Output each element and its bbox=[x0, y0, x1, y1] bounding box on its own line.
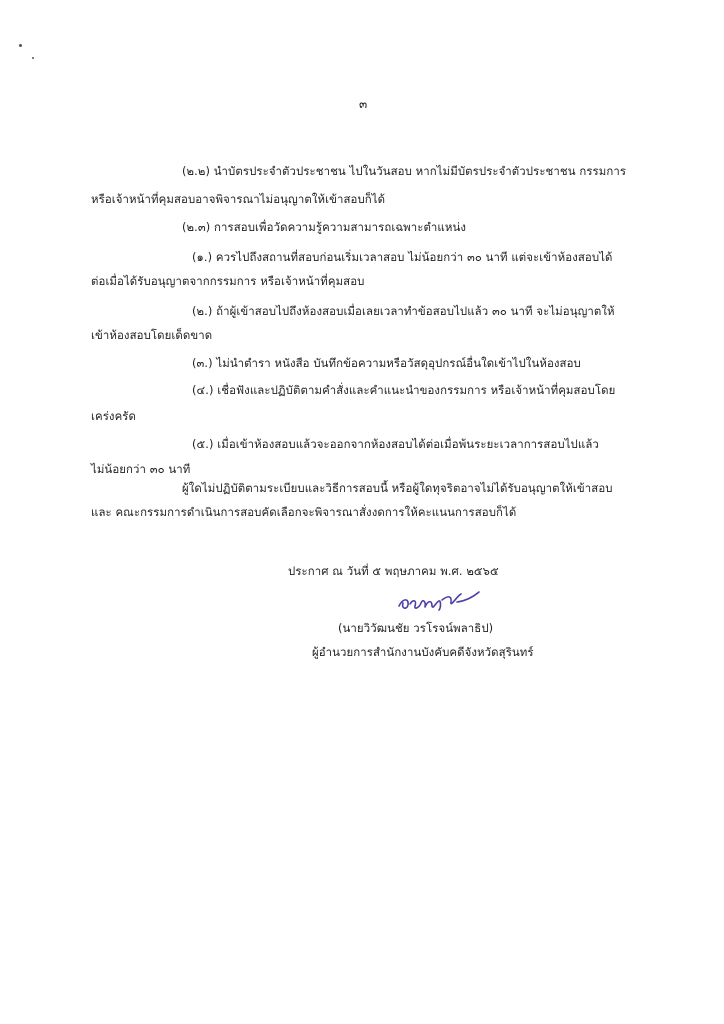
rule-5-line-1: (๕.) เมื่อเข้าห้องสอบแล้วจะออกจากห้องสอบได้ต่อเมื่อพ้นระยะเวลาการสอบไปแล้ว bbox=[192, 437, 599, 451]
signatory-position: ผู้อำนวยการสำนักงานบังคับคดีจังหวัดสุรินทร์ bbox=[312, 645, 534, 659]
rule-4-line-1: (๔.) เชื่อฟังและปฏิบัติตามคำสั่งและคำแนะนำของกรรมการ หรือเจ้าหน้าที่คุมสอบโดย bbox=[192, 383, 616, 397]
rule-2-line-1: (๒.) ถ้าผู้เข้าสอบไปถึงห้องสอบเมื่อเลยเวลาทำข้อสอบไปแล้ว ๓๐ นาที จะไม่อนุญาตให้ bbox=[192, 304, 615, 318]
penalty-line-2: และ คณะกรรมการดำเนินการสอบคัดเลือกจะพิจารณาสั่งงดการให้คะแนนการสอบก็ได้ bbox=[91, 505, 517, 519]
rule-1-line-1: (๑.) ควรไปถึงสถานที่สอบก่อนเริ่มเวลาสอบ ไม่น้อยกว่า ๓๐ นาที แต่จะเข้าห้องสอบได้ bbox=[192, 250, 613, 264]
penalty-line-1: ผู้ใดไม่ปฏิบัติตามระเบียบและวิธีการสอบนี้ หรือผู้ใดทุจริตอาจไม่ได้รับอนุญาตให้เข้าสอบ bbox=[182, 481, 613, 495]
paragraph-2-2-line-2: หรือเจ้าหน้าที่คุมสอบอาจพิจารณาไม่อนุญาตให้เข้าสอบก็ได้ bbox=[91, 192, 386, 206]
page-number: ๓ bbox=[359, 97, 368, 111]
signatory-name: (นายวิวัฒนชัย วรโรจน์พลาธิป) bbox=[338, 621, 494, 635]
rule-1-line-2: ต่อเมื่อได้รับอนุญาตจากกรรมการ หรือเจ้าหน้าที่คุมสอบ bbox=[91, 274, 365, 288]
announcement-date: ประกาศ ณ วันที่ ๕ พฤษภาคม พ.ศ. ๒๕๖๕ bbox=[288, 564, 499, 578]
rule-3-line-1: (๓.) ไม่นำตำรา หนังสือ บันทึกข้อความหรือวัสดุอุปกรณ์อื่นใดเข้าไปในห้องสอบ bbox=[192, 356, 581, 370]
rule-4-line-2: เคร่งครัด bbox=[91, 409, 137, 423]
rule-5-line-2: ไม่น้อยกว่า ๓๐ นาที bbox=[91, 462, 191, 476]
scan-speck bbox=[19, 44, 22, 47]
scan-speck bbox=[32, 57, 34, 59]
handwritten-signature bbox=[395, 588, 485, 616]
paragraph-2-2-line-1: (๒.๒) นำบัตรประจำตัวประชาชน ไปในวันสอบ หากไม่มีบัตรประจำตัวประชาชน กรรมการ bbox=[182, 164, 627, 178]
paragraph-2-3-heading: (๒.๓) การสอบเพื่อวัดความรู้ความสามารถเฉพาะตำแหน่ง bbox=[182, 220, 466, 234]
rule-2-line-2: เข้าห้องสอบโดยเด็ดขาด bbox=[91, 328, 213, 342]
